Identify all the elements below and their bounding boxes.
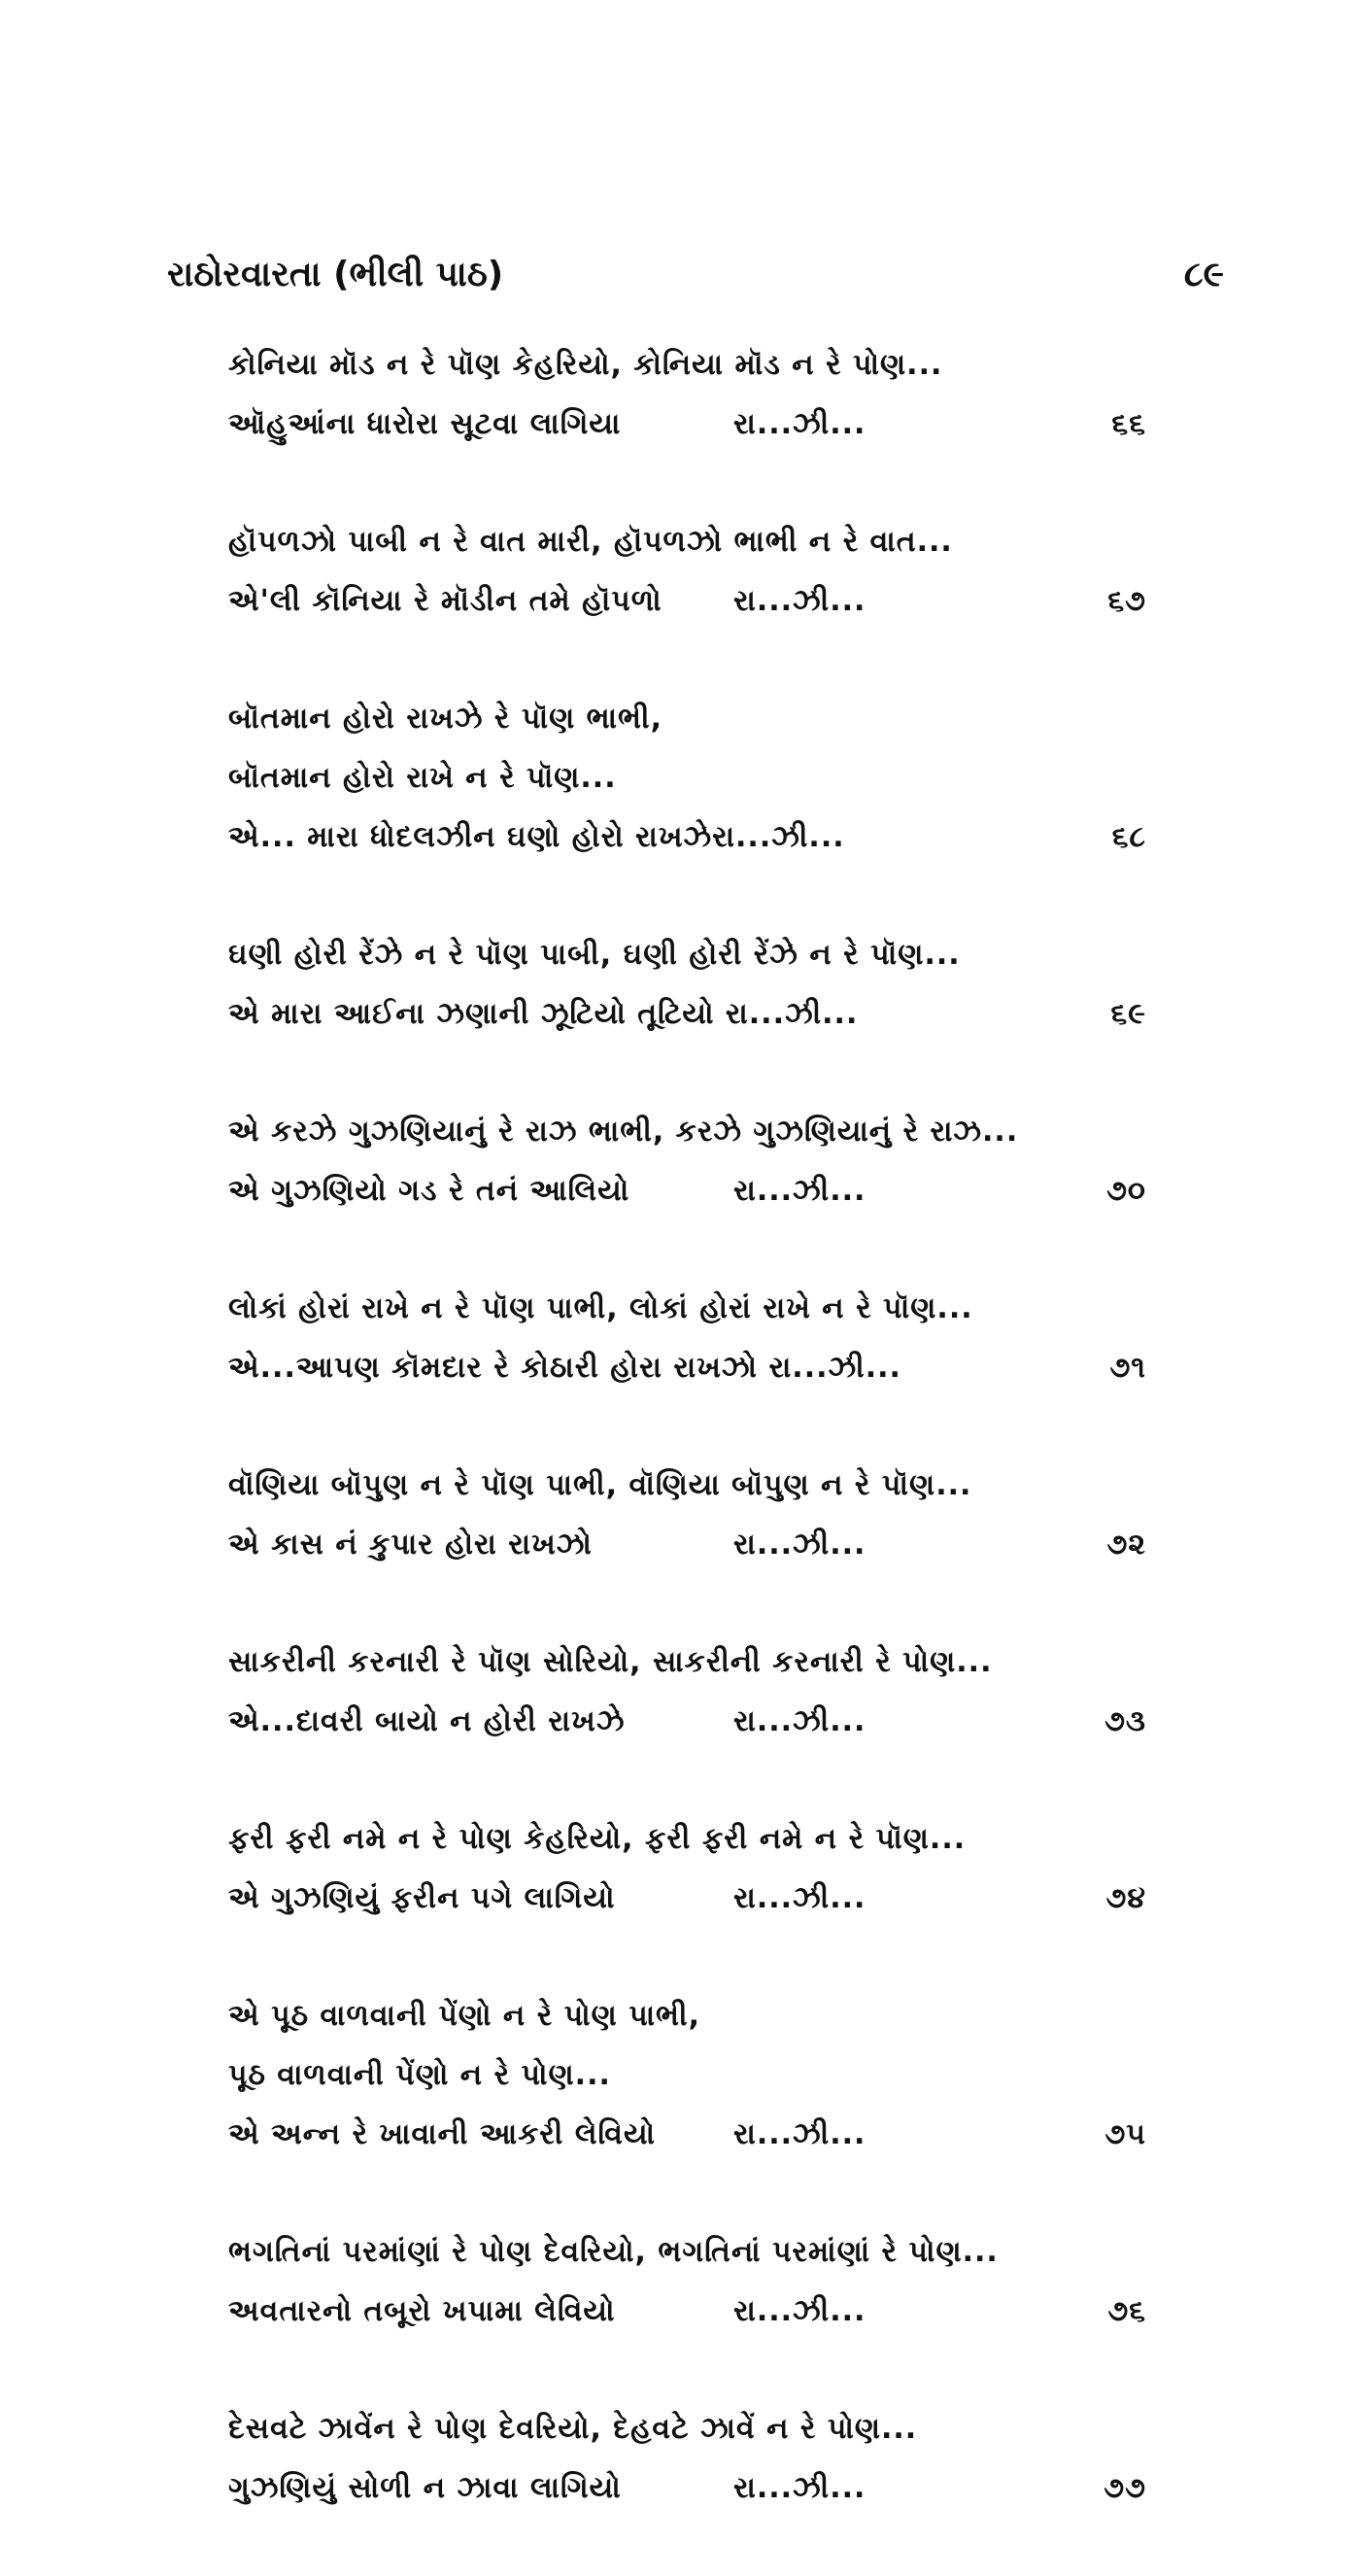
refrain-text: રા...ઝી...: [733, 2294, 866, 2328]
verse-line: [228, 1632, 1146, 1692]
verse-line: [228, 1161, 1146, 1220]
refrain-text: રા...ઝી...: [733, 1704, 866, 1738]
verse-line-text: એ પૂઠ વાળવાની પેંણો ન રે પોણ પાભી,: [228, 1999, 701, 2033]
refrain-text: રા...ઝી...: [733, 584, 866, 618]
stanza: [228, 1809, 1146, 1928]
verse-line-text: કોનિયા મૉડ ન રે પૉણ કેહરિયો, કોનિયા મૉડ ન રે પોણ...: [228, 348, 943, 382]
page-number: ૮૯: [1183, 255, 1224, 294]
verse-number: ૬૬: [1111, 407, 1146, 441]
verse-line-text: દેસવટે ઝાવેંન રે પોણ દેવરિયો, દેહવટે ઝાવેં ન રે પોણ...: [228, 2412, 918, 2446]
verse-line-text: એ ગુઝણિયો ગડ રે તનં આલિયો: [228, 1174, 630, 1208]
verse-line: [228, 807, 1146, 867]
verse-line: [228, 1986, 1146, 2045]
verse-line: [228, 571, 1146, 631]
verse-line: [228, 1869, 1146, 1928]
verse-line-text: અવતારનો તબૂરો ખપામા લેવિયો: [228, 2294, 616, 2328]
verse-line: [228, 925, 1146, 984]
verse-line: [228, 512, 1146, 571]
verse-line: [228, 1338, 1146, 1397]
verse-line-text: એ કરઝે ગુઝણિયાનું રે રાઝ ભાભી, કરઝે ગુઝણિયાનું રે રાઝ...: [228, 1115, 1019, 1149]
verse-line: [228, 2222, 1146, 2282]
stanza: [228, 2399, 1146, 2518]
verse-line-text: સાકરીની કરનારી રે પૉણ સોરિયો, સાકરીની કરનારી રે પોણ...: [228, 1645, 993, 1679]
verse-number: ૭૭: [1103, 2471, 1146, 2505]
refrain-text: રા...ઝી...: [733, 1528, 866, 1562]
verse-line-text: પૂઠ વાળવાની પેંણો ન રે પોણ...: [228, 2058, 611, 2092]
stanza: [228, 925, 1146, 1044]
stanza: [228, 512, 1146, 631]
stanza: [228, 1986, 1146, 2164]
verse-line-text: ફરી ફરી નમે ન રે પોણ કેહરિયો, ફરી ફરી નમે ન રે પૉણ...: [228, 1822, 967, 1856]
verse-line: [228, 1456, 1146, 1515]
verse-line-text: બૉતમાન હોરો રાખે ન રે પૉણ...: [228, 761, 617, 795]
verse-number: ૬૭: [1107, 584, 1146, 618]
verse-line-text: બૉતમાન હોરો રાખઝે રે પૉણ ભાભી,: [228, 702, 663, 736]
verse-line: [228, 2105, 1146, 2164]
refrain-text: રા...ઝી...: [733, 2117, 866, 2151]
refrain-text: રા...ઝી...: [733, 1174, 866, 1208]
verse-line: [228, 1279, 1146, 1338]
verse-line-text: એ...દાવરી બાયો ન હોરી રાખઝે: [228, 1704, 626, 1738]
stanza: [228, 1456, 1146, 1574]
verse-number: ૭૫: [1104, 2117, 1146, 2151]
verse-line: [228, 2282, 1146, 2341]
verse-line: [228, 2458, 1146, 2518]
verse-number: ૭૩: [1104, 1704, 1146, 1738]
page-header-title: રાઠોરવારતા (ભીલી પાઠ): [167, 255, 504, 294]
stanza: [228, 1279, 1146, 1397]
running-header: [167, 255, 1224, 303]
verse-list: [228, 335, 1146, 2576]
refrain-text: રા...ઝી...: [733, 407, 866, 441]
verse-line: [228, 984, 1146, 1044]
verse-line: [228, 2045, 1146, 2105]
verse-line: [228, 689, 1146, 748]
verse-number: ૭૦: [1106, 1174, 1146, 1208]
verse-line-text: ભગતિનાં પરમાંણાં રે પોણ દેવરિયો, ભગતિનાં પરમાંણાં રે પોણ...: [228, 2235, 999, 2269]
verse-line: [228, 2399, 1146, 2458]
verse-line: [228, 1515, 1146, 1574]
verse-line-text: લોકાં હોરાં રાખે ન રે પૉણ પાભી, લોકાં હોરાં રાખે ન રે પૉણ...: [228, 1291, 973, 1325]
verse-line: [228, 748, 1146, 807]
refrain-text: રા...ઝી...: [733, 2471, 866, 2505]
verse-line-text: એ મારા આઈના ઝણાની ઝૂટિયો તૂટિયો રા...ઝી...: [228, 997, 859, 1031]
verse-line-text: એ અન્ન રે ખાવાની આકરી લેવિયો: [228, 2117, 657, 2151]
verse-line-text: એ કાસ નં કુપાર હોરા રાખઝો: [228, 1528, 593, 1562]
stanza: [228, 335, 1146, 454]
verse-line: [228, 395, 1146, 454]
verse-line: [228, 335, 1146, 395]
verse-line-text: એ ગુઝણિયું ફરીન પગે લાગિયો: [228, 1881, 616, 1915]
verse-line-text: એ...આપણ કૉમદાર રે કોઠારી હોરા રાખઝો રા...ઝી...: [228, 1351, 901, 1385]
verse-number: ૬૯: [1110, 997, 1146, 1031]
verse-number: ૭૪: [1105, 1881, 1146, 1915]
verse-line-text: એ... મારા ધોદલઝીન ઘણો હોરો રાખઝેરા...ઝી...: [228, 820, 845, 854]
verse-number: ૭૬: [1107, 2294, 1146, 2328]
stanza: [228, 2222, 1146, 2341]
refrain-text: રા...ઝી...: [733, 1881, 866, 1915]
verse-number: ૭૧: [1109, 1351, 1146, 1385]
verse-line: [228, 1102, 1146, 1161]
verse-line-text: ઘણી હોરી રેંઝે ન રે પૉણ પાબી, ઘણી હોરી રેંઝે ન રે પૉણ...: [228, 938, 961, 972]
verse-number: ૭૨: [1106, 1528, 1146, 1562]
verse-line-text: વૉણિયા બૉપુણ ન રે પૉણ પાભી, વૉણિયા બૉપુણ ન રે પૉણ...: [228, 1468, 972, 1502]
verse-number: ૬૮: [1111, 820, 1146, 854]
verse-line-text: ગુઝણિયું સોળી ન ઝાવા લાગિયો: [228, 2471, 622, 2505]
verse-line-text: એ'લી કૉનિયા રે મૉડીન તમે હૉપળો: [228, 584, 662, 618]
verse-line-text: ઑહુઆંના ધારોરા સૂટવા લાગિયા: [228, 407, 622, 441]
verse-line-text: હૉપળઝો પાબી ન રે વાત મારી, હૉપળઝો ભાભી ન રે વાત...: [228, 525, 953, 559]
stanza: [228, 1102, 1146, 1220]
stanza: [228, 689, 1146, 867]
verse-line: [228, 1809, 1146, 1869]
stanza: [228, 1632, 1146, 1751]
verse-line: [228, 1692, 1146, 1751]
